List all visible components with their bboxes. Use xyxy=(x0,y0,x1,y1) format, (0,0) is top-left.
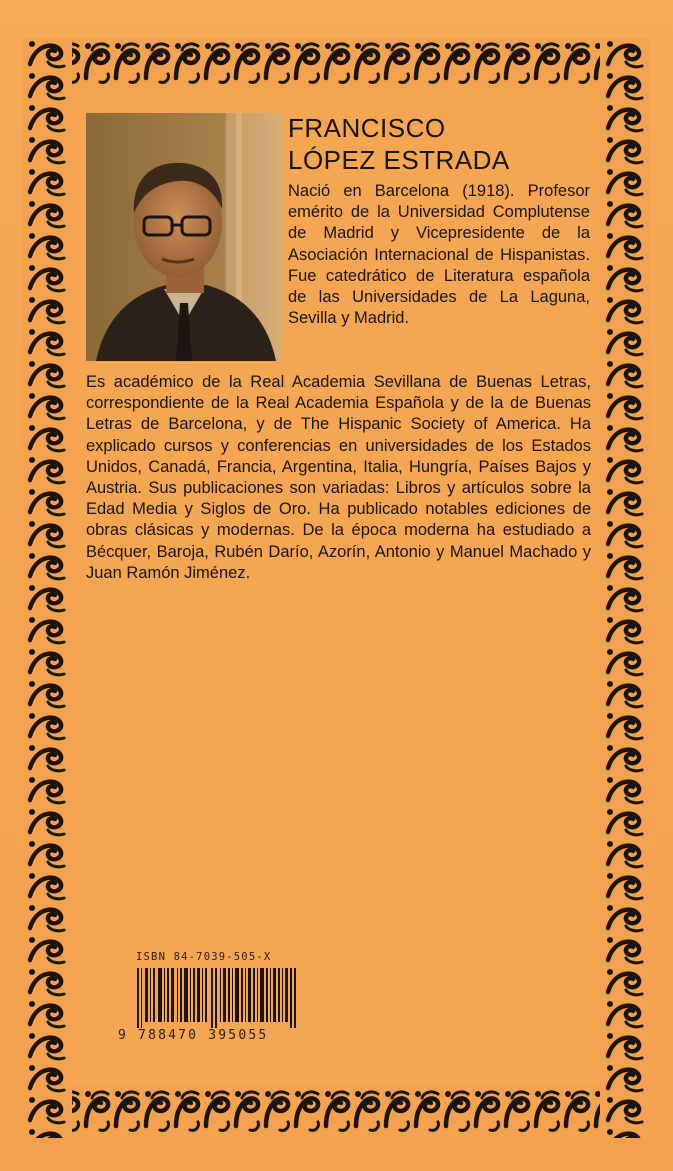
ornamental-border-right xyxy=(600,38,650,1138)
ornamental-border-left xyxy=(22,38,72,1138)
author-bio-details: Es académico de la Real Academia Sevillana de Buenas Letras, correspondiente de la Real Academia Española y de la de Buenas Letras de Barcelona, y de The Hispanic Society of America. Ha explicado cursos y conferencias en universidades de los Estados Unidos, Canadá, Francia, Argentina, Italia, Hungría, Países Bajos y Austria. Sus publicaciones son variadas: Libros y artículos sobre la Edad Media y Siglos de Oro. Ha publicado notables ediciones de obras clásicas y modernas. De la época moderna ha estudiado a Bécquer, Baroja, Rubén Darío, Azorín, Antonio y Manuel Machado y Juan Ramón Jiménez. xyxy=(86,373,591,582)
author-name-line2: LÓPEZ ESTRADA xyxy=(288,145,510,175)
author-name-line1: FRANCISCO xyxy=(288,113,446,143)
author-name xyxy=(288,112,598,176)
author-bio-intro: Nació en Barcelona (1918). Profesor emérito de la Universidad Complutense de Madrid y Vicepresidente de la Asociación Internacional de Hispanistas. Fue catedrático de Literatura española de las Universidades de La Laguna, Sevilla y Madrid. xyxy=(288,182,590,328)
ornamental-border-top xyxy=(22,38,650,88)
isbn-label: ISBN 84-7039-505-X xyxy=(136,951,272,963)
barcode xyxy=(135,968,297,1028)
ornamental-border-bottom xyxy=(22,1086,650,1138)
barcode-number: 9 788470 395055 xyxy=(118,1028,269,1043)
author-photo xyxy=(86,113,281,361)
